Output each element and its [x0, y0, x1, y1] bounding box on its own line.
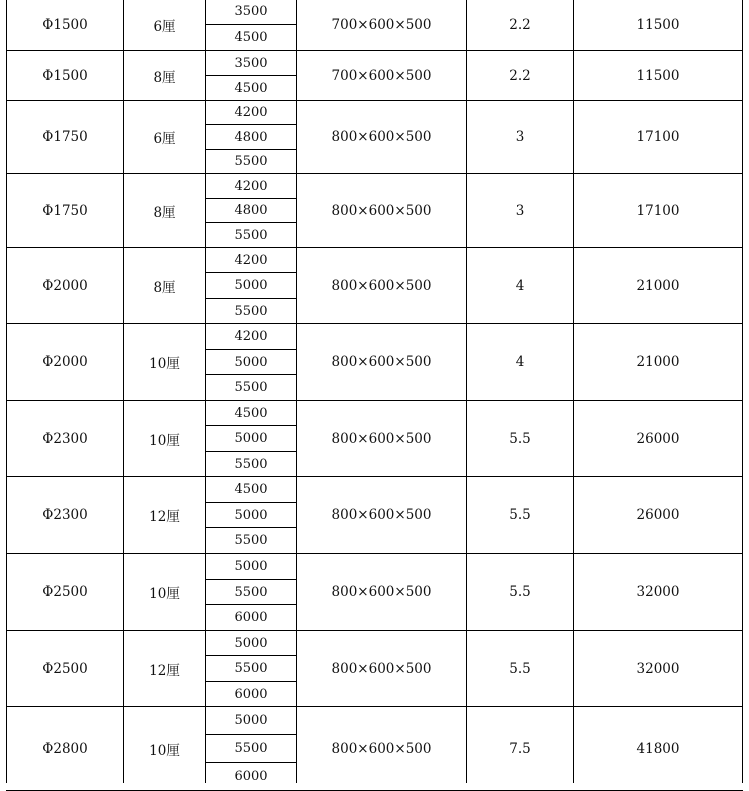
thickness-cell: 10厘: [149, 742, 180, 759]
dimensions-cell: 700×600×500: [331, 67, 432, 84]
power-cell: 2.2: [509, 16, 531, 33]
length-cell: 4200: [234, 105, 268, 120]
dimensions-cell: 800×600×500: [331, 740, 432, 757]
length-cell: 5500: [234, 661, 268, 676]
dimensions-cell: 800×600×500: [331, 354, 432, 370]
dimensions-cell: 700×600×500: [331, 16, 432, 33]
length-cell: 5000: [234, 713, 268, 728]
diameter-cell: Φ2500: [42, 660, 88, 677]
dimensions-cell: 800×600×500: [331, 277, 432, 294]
length-cell: 4200: [234, 252, 268, 268]
length-cell: 5500: [234, 303, 268, 319]
thickness-cell: 10厘: [149, 586, 180, 602]
price-cell: 26000: [636, 507, 680, 523]
column-divider: [742, 0, 743, 783]
length-cell: 5000: [234, 559, 268, 574]
length-cell: 4500: [234, 482, 268, 497]
price-cell: 17100: [636, 129, 680, 145]
dimensions-cell: 800×600×500: [331, 660, 432, 677]
power-cell: 2.2: [509, 67, 531, 84]
length-cell: 5500: [234, 380, 268, 395]
price-cell: 26000: [636, 430, 680, 447]
power-cell: 3: [515, 129, 525, 145]
length-cell: 6000: [234, 610, 268, 625]
price-cell: 32000: [636, 660, 680, 677]
power-cell: 5.5: [509, 507, 531, 523]
length-cell: 4800: [234, 203, 268, 218]
thickness-cell: 6厘: [153, 18, 176, 35]
thickness-cell: 8厘: [153, 204, 176, 221]
price-cell: 21000: [636, 277, 680, 294]
price-cell: 11500: [636, 67, 680, 84]
thickness-cell: 8厘: [153, 69, 176, 86]
length-cell: 5500: [234, 533, 268, 548]
dimensions-cell: 800×600×500: [331, 507, 432, 523]
diameter-cell: Φ2300: [42, 430, 88, 447]
power-cell: 5.5: [509, 430, 531, 447]
diameter-cell: Φ2000: [42, 277, 88, 294]
diameter-cell: Φ1500: [42, 16, 88, 33]
diameter-cell: Φ2300: [42, 507, 88, 523]
length-cell: 5500: [234, 227, 268, 243]
length-cell: 4200: [234, 178, 268, 194]
length-cell: 4800: [234, 129, 268, 145]
diameter-cell: Φ1500: [42, 67, 88, 84]
length-cell: 5500: [234, 584, 268, 600]
dimensions-cell: 800×600×500: [331, 129, 432, 145]
length-cell: 5500: [234, 456, 268, 472]
length-cell: 6000: [234, 686, 268, 702]
power-cell: 5.5: [509, 584, 531, 600]
power-cell: 4: [515, 277, 525, 294]
price-cell: 11500: [636, 16, 680, 33]
length-cell: 4500: [234, 80, 268, 96]
length-cell: 5000: [234, 431, 268, 446]
price-cell: 41800: [636, 740, 680, 757]
length-cell: 5000: [234, 278, 268, 293]
dimensions-cell: 800×600×500: [331, 430, 432, 447]
length-cell: 3500: [234, 55, 268, 71]
diameter-cell: Φ1750: [42, 202, 88, 219]
price-cell: 21000: [636, 354, 680, 370]
power-cell: 5.5: [509, 660, 531, 677]
diameter-cell: Φ1750: [42, 129, 88, 145]
thickness-cell: 12厘: [149, 662, 180, 679]
dimensions-cell: 800×600×500: [331, 202, 432, 219]
length-cell: 4500: [234, 405, 268, 421]
length-cell: 6000: [234, 769, 268, 784]
thickness-cell: 8厘: [153, 279, 176, 296]
thickness-cell: 10厘: [149, 356, 180, 372]
length-cell: 5500: [234, 741, 268, 756]
diameter-cell: Φ2500: [42, 584, 88, 600]
length-cell: 4200: [234, 329, 268, 344]
length-cell: 5000: [234, 354, 268, 370]
length-cell: 4500: [234, 30, 268, 45]
length-cell: 3500: [234, 4, 268, 19]
price-cell: 32000: [636, 584, 680, 600]
thickness-cell: 12厘: [149, 509, 180, 525]
power-cell: 4: [515, 354, 525, 370]
diameter-cell: Φ2800: [42, 740, 88, 757]
diameter-cell: Φ2000: [42, 354, 88, 370]
power-cell: 3: [515, 202, 525, 219]
price-cell: 17100: [636, 202, 680, 219]
length-cell: 5000: [234, 507, 268, 523]
thickness-cell: 6厘: [153, 131, 176, 147]
dimensions-cell: 800×600×500: [331, 584, 432, 600]
length-cell: 5500: [234, 154, 268, 169]
power-cell: 7.5: [509, 740, 531, 757]
length-cell: 5000: [234, 635, 268, 651]
thickness-cell: 10厘: [149, 432, 180, 449]
